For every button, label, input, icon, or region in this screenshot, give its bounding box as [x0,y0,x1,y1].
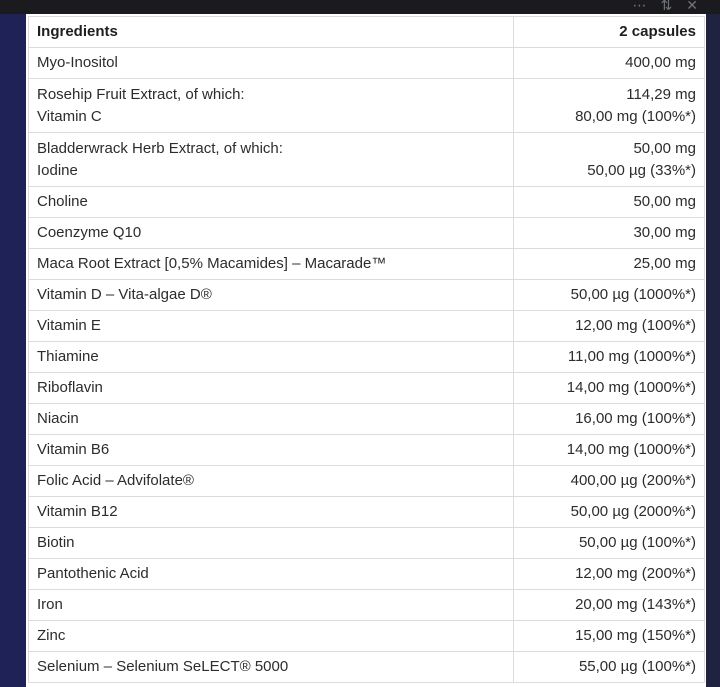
amount-value: 16,00 mg (100%*) [575,410,696,427]
ingredient-name: Choline [37,193,88,210]
ingredient-cell [29,311,514,342]
amount-value: 80,00 mg (100%*) [575,107,696,125]
table-row [29,559,705,590]
ingredients-table [28,16,705,683]
page-right-margin [706,14,720,687]
table-row [29,342,705,373]
amount-cell [514,404,705,435]
table-row [29,497,705,528]
table-row [29,590,705,621]
ingredient-name: Vitamin C [37,107,102,125]
ingredient-name: Coenzyme Q10 [37,224,142,241]
ingredient-cell [29,373,514,404]
amount-value: 50,00 µg (2000%*) [570,503,696,520]
amount-value: 400,00 µg (200%*) [570,472,696,489]
amount-value: 50,00 mg [633,139,696,157]
ingredient-cell [29,404,514,435]
ingredient-cell [29,187,514,218]
ingredient-cell [29,590,514,621]
amount-value: 400,00 mg [625,54,696,71]
ingredient-cell [29,652,514,683]
ingredient-cell [29,48,514,79]
ingredient-name: Selenium – Selenium SeLECT® 5000 [37,658,289,675]
amount-value: 50,00 µg (1000%*) [570,286,696,303]
table-row [29,621,705,652]
ingredient-cell [29,249,514,280]
ingredient-name: Rosehip Fruit Extract, of which: [37,85,245,103]
ingredient-name: Iron [37,596,63,613]
amount-value: 55,00 µg (100%*) [578,658,696,675]
table-row [29,280,705,311]
table-header-row [29,17,705,48]
ingredient-name: Maca Root Extract [0,5% Macamides] – Macarade™ [37,255,387,272]
ingredient-name: Vitamin B12 [37,503,118,520]
ingredient-name: Thiamine [37,348,99,365]
ingredient-name: Vitamin D – Vita-algae D® [37,286,212,303]
amount-value: 14,00 mg (1000%*) [566,441,696,458]
amount-cell [514,559,705,590]
amount-cell [514,79,705,133]
ingredient-cell [29,79,514,133]
amount-cell [514,497,705,528]
ingredient-cell [29,133,514,187]
amount-value: 14,00 mg (1000%*) [566,379,696,396]
ingredient-name: Bladderwrack Herb Extract, of which: [37,139,283,157]
amount-value: 50,00 mg [633,193,696,210]
amount-cell [514,652,705,683]
ingredient-name: Pantothenic Acid [37,565,149,582]
amount-cell [514,280,705,311]
amount-cell [514,48,705,79]
amount-cell [514,435,705,466]
amount-value: 30,00 mg [633,224,696,241]
amount-cell [514,373,705,404]
table-row [29,218,705,249]
table-row [29,466,705,497]
amount-cell [514,590,705,621]
browser-top-bar [0,0,720,14]
ingredient-cell [29,621,514,652]
table-row [29,435,705,466]
ingredient-name: Biotin [37,534,75,551]
ingredient-name: Vitamin E [37,317,101,334]
table-row [29,528,705,559]
table-row [29,373,705,404]
more-icon[interactable]: ⋯ [632,0,661,13]
ingredient-cell [29,497,514,528]
table-row [29,311,705,342]
ingredient-name: Riboflavin [37,379,103,396]
table-row [29,249,705,280]
amount-value: 11,00 mg (1000%*) [567,348,696,365]
amount-value: 25,00 mg [633,255,696,272]
amount-value: 50,00 µg (33%*) [587,161,696,179]
amount-value: 12,00 mg (200%*) [575,565,696,582]
amount-cell [514,311,705,342]
ingredient-cell [29,435,514,466]
table-row [29,79,705,133]
header-amount: 2 capsules [514,17,705,48]
close-icon[interactable]: ✕ [686,0,712,13]
ingredient-name: Iodine [37,161,78,179]
table-row [29,133,705,187]
amount-cell [514,342,705,373]
table-body [29,48,705,683]
amount-cell [514,249,705,280]
ingredient-name: Vitamin B6 [37,441,110,458]
amount-cell [514,218,705,249]
page-left-margin [0,14,26,687]
ingredient-cell [29,528,514,559]
amount-value: 15,00 mg (150%*) [575,627,696,644]
ingredient-name: Zinc [37,627,66,644]
amount-value: 114,29 mg [626,85,696,103]
amount-value: 12,00 mg (100%*) [575,317,696,334]
amount-cell [514,466,705,497]
ingredient-cell [29,280,514,311]
ingredient-cell [29,559,514,590]
amount-value: 20,00 mg (143%*) [575,596,696,613]
amount-cell [514,528,705,559]
amount-value: 50,00 µg (100%*) [578,534,696,551]
ingredients-panel [26,14,706,687]
table-row [29,652,705,683]
amount-cell [514,621,705,652]
sort-icon[interactable]: ⇅ [660,0,687,13]
ingredient-cell [29,218,514,249]
table-row [29,187,705,218]
header-ingredients: Ingredients [29,17,514,48]
ingredient-name: Folic Acid – Advifolate® [37,472,194,489]
ingredient-name: Niacin [37,410,79,427]
ingredient-cell [29,466,514,497]
table-row [29,404,705,435]
amount-cell [514,187,705,218]
ingredient-cell [29,342,514,373]
toolbar-icons [633,0,712,14]
table-row [29,48,705,79]
amount-cell [514,133,705,187]
ingredient-name: Myo-Inositol [37,54,118,71]
